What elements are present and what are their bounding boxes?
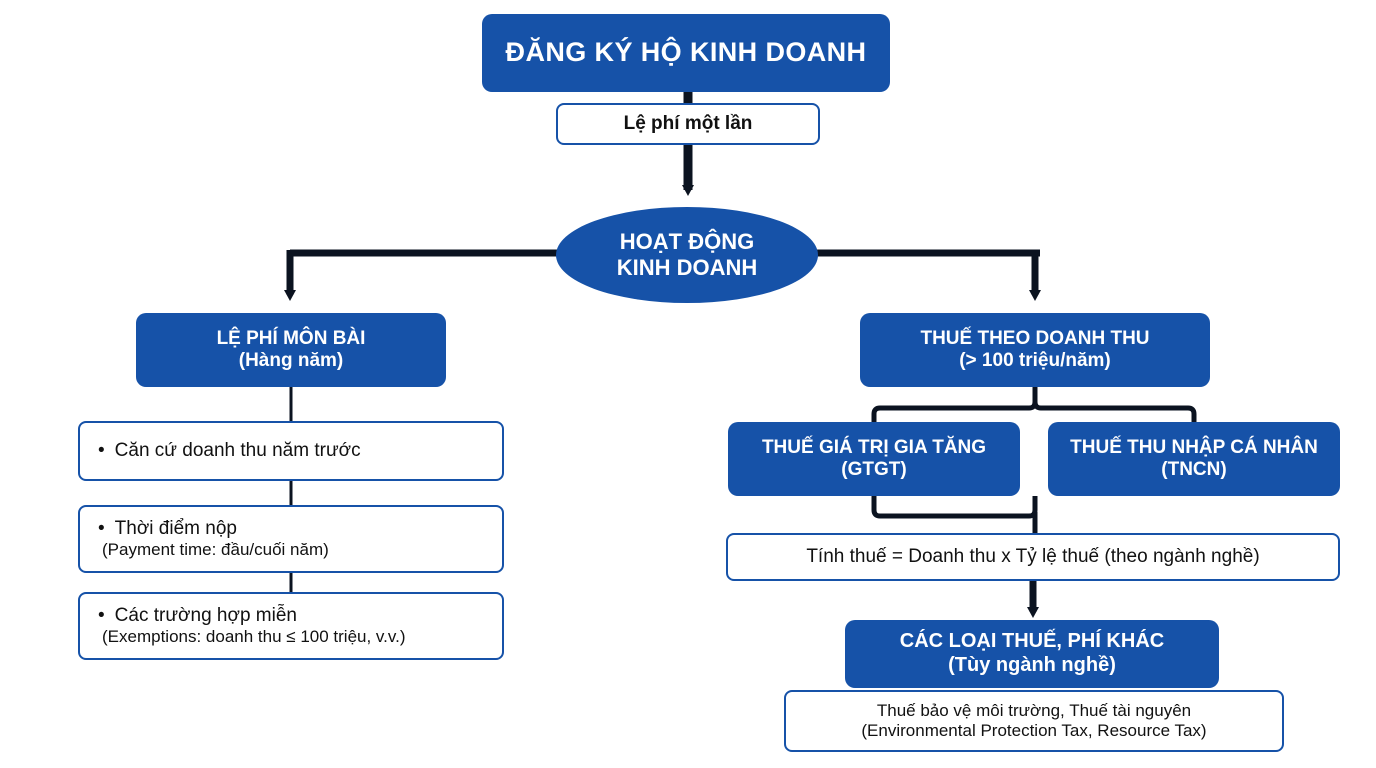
- list-item-sub: (Payment time: đầu/cuối năm): [102, 540, 329, 560]
- node-license-fee-header[interactable]: [136, 313, 446, 387]
- node-other-taxes[interactable]: [845, 620, 1219, 688]
- node-other-taxes-line2: (Tùy ngành nghề): [948, 654, 1116, 676]
- node-business-registration[interactable]: [482, 14, 890, 92]
- list-item[interactable]: [78, 421, 504, 481]
- list-item-sub: (Exemptions: doanh thu ≤ 100 triệu, v.v.): [102, 627, 406, 647]
- node-other-taxes-detail-line2: (Environmental Protection Tax, Resource Tax): [861, 721, 1207, 740]
- node-license-fee-line1: LỆ PHÍ MÔN BÀI: [216, 327, 366, 349]
- node-one-time-fee[interactable]: [556, 103, 820, 145]
- node-other-taxes-detail-line1: Thuế bảo vệ môi trường, Thuế tài nguyên: [876, 700, 1192, 720]
- bullet-icon: •: [98, 439, 105, 461]
- node-personal-income-tax[interactable]: [1048, 422, 1340, 496]
- bullet-icon: •: [98, 604, 105, 626]
- node-revenue-tax-line1: THUẾ THEO DOANH THU: [920, 327, 1150, 349]
- node-business-registration-label: ĐĂNG KÝ HỘ KINH DOANH: [505, 37, 867, 68]
- node-vat-tax[interactable]: [728, 422, 1020, 496]
- bullet-icon: •: [98, 517, 105, 539]
- line-right-to-gtgt: [874, 387, 1035, 422]
- node-personal-income-tax-line2: (TNCN): [1161, 459, 1227, 480]
- node-vat-tax-line2: (GTGT): [841, 459, 907, 480]
- node-vat-tax-line1: THUẾ GIÁ TRỊ GIA TĂNG: [761, 436, 987, 458]
- node-business-activity[interactable]: [556, 207, 818, 303]
- node-license-fee-line2: (Hàng năm): [238, 350, 344, 371]
- node-personal-income-tax-line1: THUẾ THU NHẬP CÁ NHÂN: [1070, 436, 1318, 458]
- list-item-main: Thời điểm nộp: [114, 517, 237, 539]
- node-revenue-tax-line2: (> 100 triệu/năm): [959, 350, 1111, 371]
- list-item-main: Các trường hợp miễn: [114, 604, 297, 626]
- list-item-main: Căn cứ doanh thu năm trước: [114, 439, 361, 461]
- list-item[interactable]: [78, 592, 504, 660]
- line-merge-to-formula: [874, 496, 1035, 516]
- node-revenue-tax-header[interactable]: [860, 313, 1210, 387]
- node-tax-formula-label: Tính thuế = Doanh thu x Tỷ lệ thuế (theo ngành nghề): [806, 545, 1260, 567]
- node-tax-formula[interactable]: [726, 533, 1340, 581]
- line-right-to-tncn: [1035, 387, 1194, 422]
- node-other-taxes-line1: CÁC LOẠI THUẾ, PHÍ KHÁC: [899, 630, 1165, 653]
- node-other-taxes-detail[interactable]: [784, 690, 1284, 752]
- node-business-activity-line2: KINH DOANH: [616, 255, 758, 280]
- list-item[interactable]: [78, 505, 504, 573]
- node-one-time-fee-label: Lệ phí một lần: [623, 112, 753, 134]
- node-business-activity-line1: HOẠT ĐỘNG: [619, 229, 755, 255]
